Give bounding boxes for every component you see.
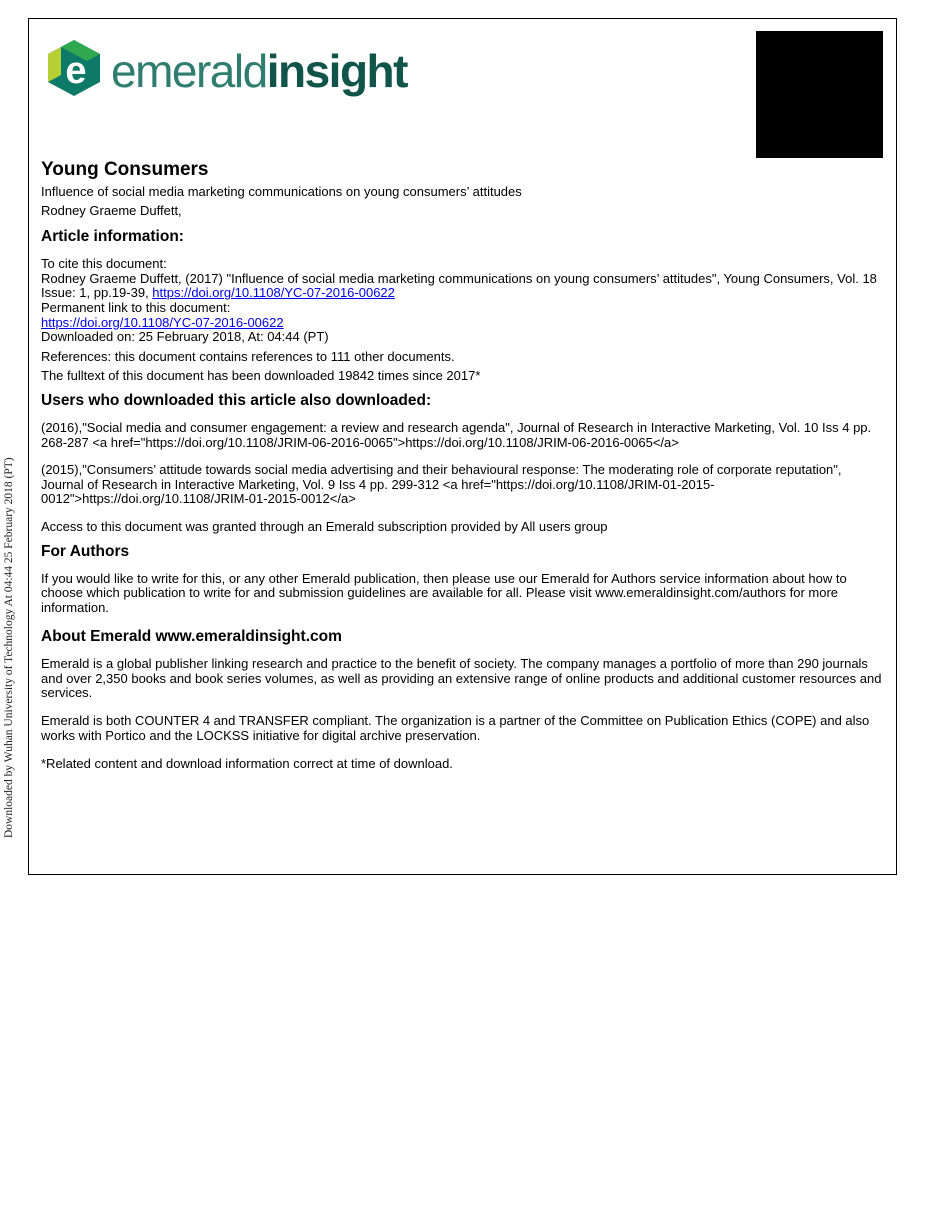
- citation-body: Rodney Graeme Duffett, (2017) "Influence of social media marketing communications on young consumers’ attitudes", Young Consumers, Vol. 18 Issue: 1, pp.19-39,: [41, 270, 877, 301]
- logo-wordmark: [111, 44, 407, 97]
- permanent-link-label: Permanent link to this document:: [41, 299, 231, 315]
- author-name: Rodney Graeme Duffett,: [41, 202, 182, 218]
- journal-title: Young Consumers: [41, 159, 209, 180]
- emerald-cube-e-icon: [47, 39, 101, 102]
- permanent-doi-link[interactable]: https://doi.org/10.1108/YC-07-2016-00622: [41, 314, 284, 330]
- document-header: [41, 19, 884, 159]
- download-watermark-text: Downloaded by Wuhan University of Technology At 04:44 25 February 2018 (PT): [3, 457, 15, 838]
- fulltext-line: The fulltext of this document has been downloaded 19842 times since 2017*: [41, 368, 481, 384]
- references-line: References: this document contains references to 111 other documents.: [41, 348, 455, 364]
- about-paragraph-1: Emerald is a global publisher linking research and practice to the benefit of society. The company manages a portfolio of more than 290 journals and over 2,350 books and book series volumes, as well as providing an extensive range of online products and additional customer resources and services.: [41, 656, 882, 701]
- related-article-1: (2016),"Social media and consumer engagement: a review and research agenda", Journal of Research in Interactive Marketing, Vol. 10 Iss 4 pp. 268-287 <a href="https://doi.org/10.1108/JRIM-06-2016-0065">https://doi.org/10.1108/JRIM-06-2016-0065</a>: [41, 419, 872, 450]
- logo-text-insight: insight: [266, 44, 407, 97]
- for-authors-body: If you would like to write for this, or any other Emerald publication, then please use our Emerald for Authors service information about how to choose which publication to write for and submission guidelines are available for all. Please visit www.emeraldinsight.com/authors for more information.: [41, 570, 847, 615]
- emerald-insight-logo: [47, 39, 407, 102]
- downloaded-on-line: Downloaded on: 25 February 2018, At: 04:44 (PT): [41, 329, 329, 345]
- about-emerald-heading: About Emerald www.emeraldinsight.com: [41, 628, 342, 646]
- logo-text-emerald: emerald: [111, 44, 267, 97]
- to-cite-label: To cite this document:: [41, 256, 167, 272]
- about-paragraph-2: Emerald is both COUNTER 4 and TRANSFER compliant. The organization is a partner of the Committee on Publication Ethics (COPE) and also works with Portico and the LOCKSS initiative for digital archive preservation.: [41, 713, 870, 743]
- article-information-heading: Article information:: [41, 228, 184, 246]
- article-title: Influence of social media marketing communications on young consumers’ attitudes: [41, 184, 522, 199]
- cover-thumbnail-redacted: [756, 31, 883, 158]
- access-note: Access to this document was granted through an Emerald subscription provided by All users group: [41, 518, 608, 534]
- page-border-frame: [28, 18, 897, 875]
- permanent-link-line: [41, 316, 884, 331]
- related-content-footnote: *Related content and download information correct at time of download.: [41, 756, 453, 772]
- citation-doi-link[interactable]: https://doi.org/10.1108/YC-07-2016-00622: [152, 285, 395, 301]
- citation-text: [41, 272, 884, 301]
- svg-text:e: e: [65, 50, 87, 92]
- related-article-2: (2015),"Consumers’ attitude towards social media advertising and their behavioural response: The moderating role of corporate reputation", Journal of Research in Interactive Marketing, Vol. 9 Iss 4 pp. 299-312 <a href="https://doi.org/10.1108/JRIM-01-2015-0012">https://doi.org/10.1108/JRIM-01-2015-0012</a>: [41, 462, 842, 507]
- for-authors-heading: For Authors: [41, 542, 130, 560]
- also-downloaded-heading: Users who downloaded this article also downloaded:: [41, 391, 432, 409]
